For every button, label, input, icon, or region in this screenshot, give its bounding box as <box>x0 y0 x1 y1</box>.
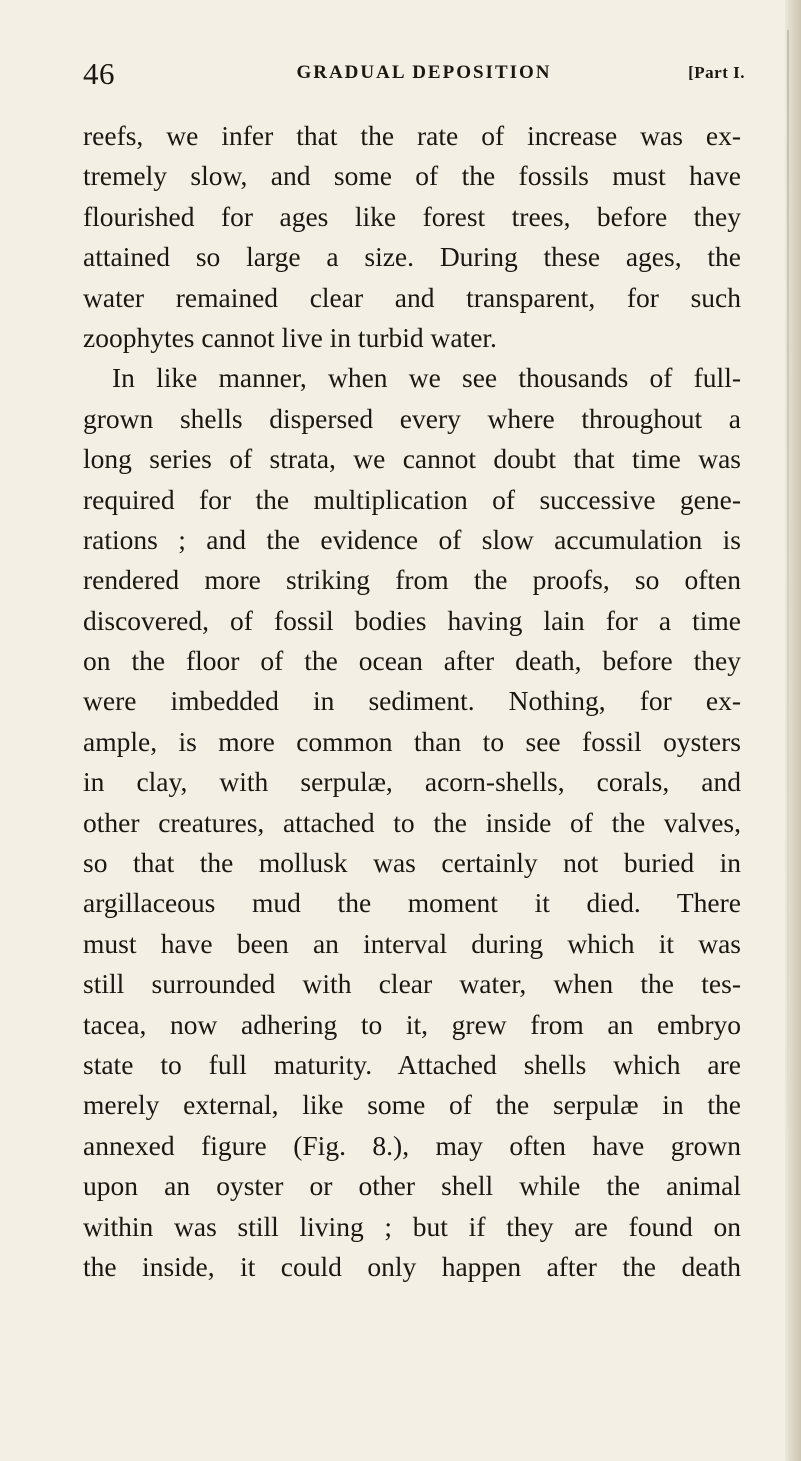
text-line: on the floor of the ocean after death, before they <box>83 645 741 677</box>
running-head-title: GRADUAL DEPOSITION <box>296 62 552 83</box>
body-text <box>83 116 741 1287</box>
text-line: long series of strata, we cannot doubt that time was <box>83 443 741 475</box>
text-line: discovered, of fossil bodies having lain for a time <box>83 604 741 636</box>
page-number: 46 <box>83 56 115 91</box>
text-line: grown shells dispersed every where throughout a <box>83 402 741 434</box>
text-line: must have been an interval during which it was <box>83 927 741 959</box>
paragraph-end-line: zoophytes cannot live in turbid water. <box>83 321 497 353</box>
text-line: ample, is more common than to see fossil oysters <box>83 725 741 757</box>
text-line: attained so large a size. During these ages, the <box>83 241 741 273</box>
text-line: required for the multiplication of successive gene- <box>83 483 741 515</box>
text-line: rations ; and the evidence of slow accumulation is <box>83 523 741 555</box>
text-line: flourished for ages like forest trees, before they <box>83 200 741 232</box>
text-line: upon an oyster or other shell while the animal <box>83 1170 741 1202</box>
text-line: water remained clear and transparent, for such <box>83 281 741 313</box>
text-line: other creatures, attached to the inside of the valves, <box>83 806 741 838</box>
text-line: so that the mollusk was certainly not buried in <box>83 847 741 879</box>
text-line: rendered more striking from the proofs, so often <box>83 564 741 596</box>
text-line: in clay, with serpulæ, acorn-shells, corals, and <box>83 766 741 798</box>
text-line: tacea, now adhering to it, grew from an embryo <box>83 1008 741 1040</box>
text-line: the inside, it could only happen after the death <box>83 1250 741 1282</box>
text-line: state to full maturity. Attached shells which are <box>83 1048 741 1080</box>
text-line: annexed figure (Fig. 8.), may often have grown <box>83 1129 741 1161</box>
part-label: [Part I. <box>688 63 745 82</box>
page-edge-shadow <box>785 0 801 1461</box>
text-line: merely external, like some of the serpulæ in the <box>83 1089 741 1121</box>
text-line: still surrounded with clear water, when the tes- <box>83 968 741 1000</box>
text-line: reefs, we infer that the rate of increase was ex- <box>83 120 741 151</box>
paragraph-start-line: In like manner, when we see thousands of full- <box>112 362 741 394</box>
page-header <box>83 58 745 90</box>
text-line: within was still living ; but if they are found on <box>83 1210 741 1242</box>
text-line: argillaceous mud the moment it died. There <box>83 887 741 919</box>
text-line: were imbedded in sediment. Nothing, for ex- <box>83 685 741 717</box>
text-line: tremely slow, and some of the fossils must have <box>83 160 741 192</box>
